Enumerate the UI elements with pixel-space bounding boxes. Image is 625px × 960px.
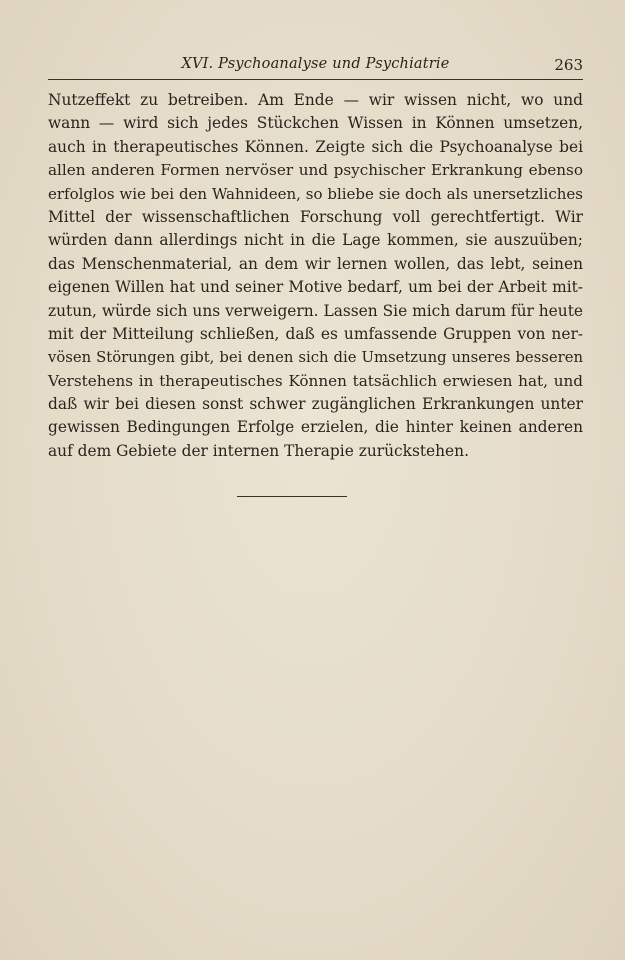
text-line: Nutzeffekt zu betreiben. Am Ende — wir wissen nicht, wo und [48,91,583,109]
text-line: erfolglos wie bei den Wahnideen, so bliebe sie doch als unersetzliches [48,184,583,203]
running-head-title: XVI. Psychoanalyse und Psychiatrie [181,56,450,72]
text-line: auch in therapeutisches Können. Zeigte sich die Psychoanalyse bei [48,137,583,156]
header-rule [48,79,583,80]
text-line: das Menschenmaterial, an dem wir lernen wollen, das lebt, seinen [48,254,583,273]
text-line: mit der Mitteilung schließen, daß es umfassende Gruppen von ner- [48,324,583,343]
text-line: gewissen Bedingungen Erfolge erzielen, die hinter keinen anderen [48,418,583,437]
text-line: würden dann allerdings nicht in die Lage kommen, sie auszuüben; [48,231,583,250]
text-line: wann — wird sich jedes Stückchen Wissen in Können umsetzen, [48,114,583,133]
text-line: eigenen Willen hat und seiner Motive bedarf, um bei der Arbeit mit- [48,278,583,297]
text-line: allen anderen Formen nervöser und psychischer Erkrankung ebenso [48,161,583,180]
section-end-rule [237,496,347,497]
running-head [48,56,583,76]
text-line-last: auf dem Gebiete der internen Therapie zurückstehen. [48,441,469,460]
text-line: Verstehens in therapeutisches Können tatsächlich erwiesen hat, und [48,371,583,390]
text-line: Mittel der wissenschaftlichen Forschung voll gerechtfertigt. Wir [48,207,583,226]
body-paragraph [48,89,583,463]
text-line: vösen Störungen gibt, bei denen sich die Umsetzung unseres besseren [48,349,583,367]
text-line: zutun, würde sich uns verweigern. Lassen Sie mich darum für heute [48,301,583,320]
page-number: 263 [554,56,583,74]
text-line: daß wir bei diesen sonst schwer zugänglichen Erkrankungen unter [48,395,583,414]
